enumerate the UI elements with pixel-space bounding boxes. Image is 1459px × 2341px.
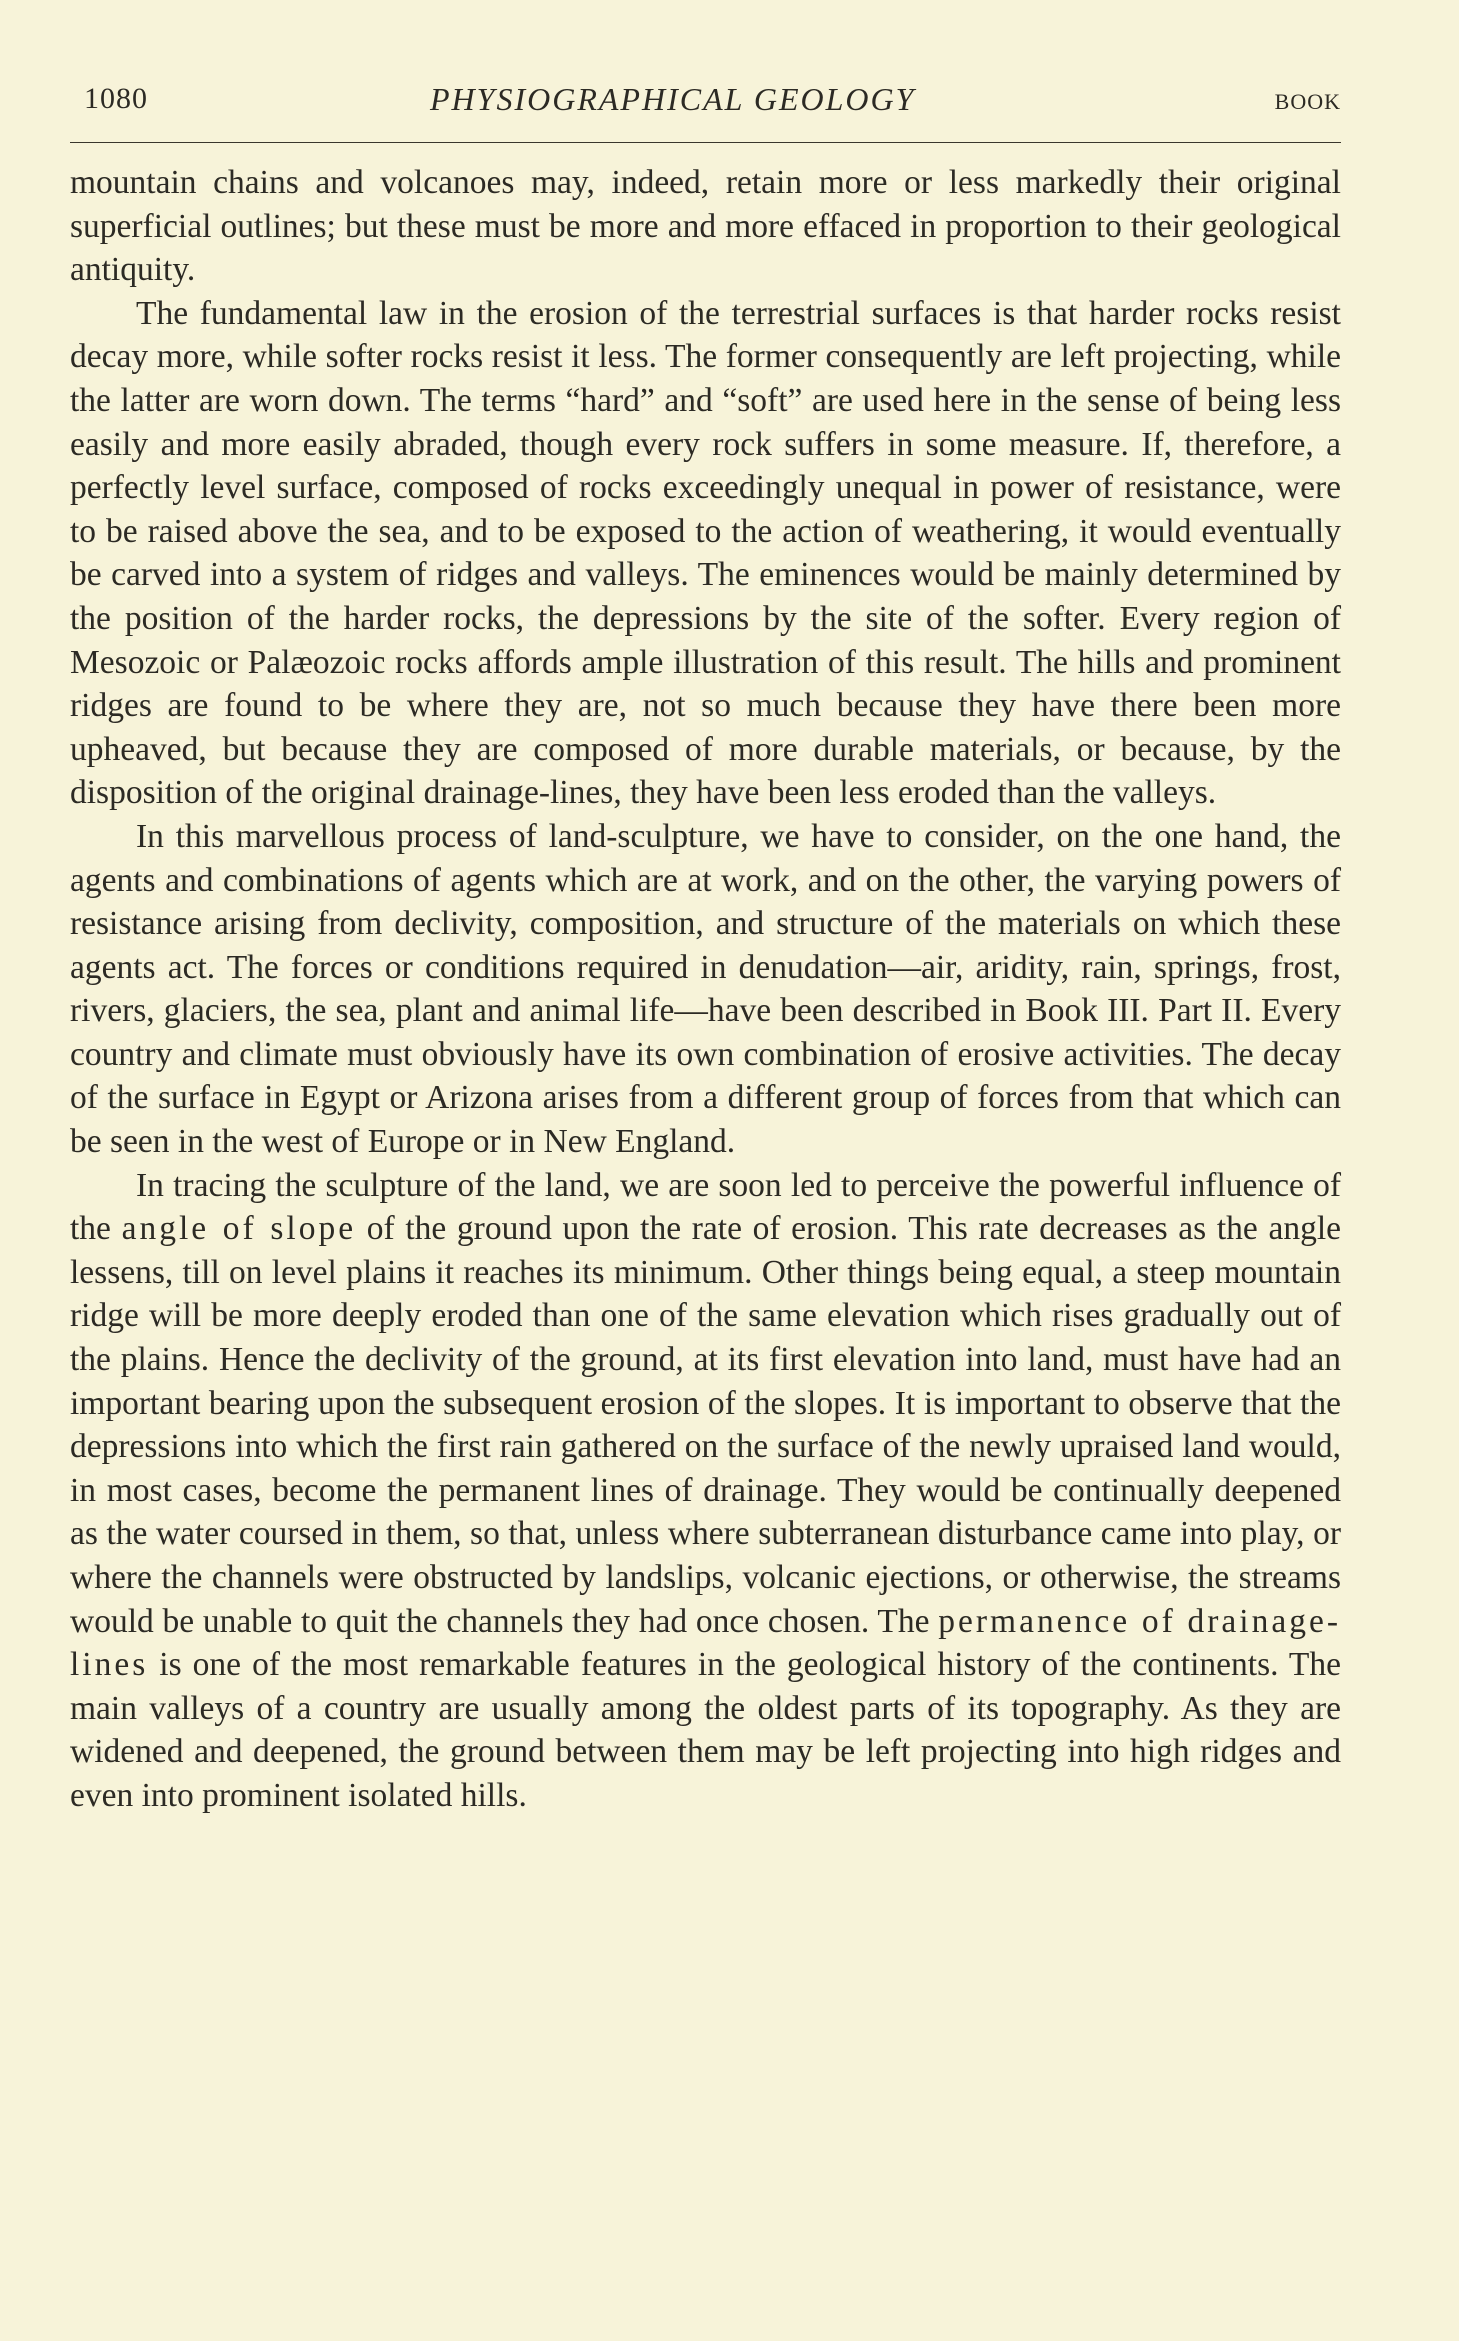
paragraph-text: mountain chains and volcanoes may, indeed, retain more or less markedly their original superficial outlines; but these must be more and more effaced in proportion to their geological antiquity. bbox=[70, 164, 1341, 289]
body-text bbox=[70, 161, 1341, 1818]
paragraph-hardness bbox=[70, 292, 1341, 815]
running-header bbox=[70, 78, 1341, 120]
paragraph-slope-erosion bbox=[70, 1164, 1341, 1818]
paragraph-text: The fundamental law in the erosion of the terrestrial surfaces is that harder rocks resist decay more, while softer rocks resist it less. The former consequently are left projecting, while the latter are worn down. The terms “hard” and “soft” are used here in the sense of being less easily and more easily abraded, though every rock suffers in some measure. If, therefore, a perfectly level surface, composed of rocks exceedingly unequal in power of resistance, were to be raised above the sea, and to be exposed to the action of weathering, it would eventually be carved into a system of ridges and valleys. The eminences would be mainly determined by the position of the harder rocks, the depressions by the site of the softer. Every region of Mesozoic or Palæozoic rocks affords ample illustration of this result. The hills and prominent ridges are found to be where they are, not so much because they have there been more upheaved, but because they are composed of more durable materials, or because, by the disposition of the original drainage-lines, they have been less eroded than the valleys. bbox=[70, 294, 1341, 812]
paragraph-continuation bbox=[70, 161, 1341, 292]
running-title: PHYSIOGRAPHICAL GEOLOGY bbox=[430, 81, 916, 117]
paragraph-text: In this marvellous process of land-sculpture, we have to consider, on the one hand, the agents and combinations of agents which are at work, and on the other, the varying powers of resistance arising from declivity, composition, and structure of the materials on which these agents act. The forces or conditions required in denudation—air, aridity, rain, springs, frost, rivers, glaciers, the sea, plant and animal life—have been described in Book III. Part II. Every country and climate must obviously have its own combination of erosive activities. The decay of the surface in Egypt or Arizona arises from a different group of forces from that which can be seen in the west of Europe or in New England. bbox=[70, 817, 1341, 1161]
book-label: BOOK bbox=[1274, 89, 1341, 114]
spaced-term-drainage-lines: permanence of drainage-lines bbox=[70, 1602, 1341, 1684]
paragraph-land-sculpture bbox=[70, 815, 1341, 1164]
paragraph-text: of the ground upon the rate of erosion. This rate decreases as the angle lessens, till on level plains it reaches its minimum. Other things being equal, a steep mountain ridge will be more deeply eroded than one of the same elevation which rises gradually out of the plains. Hence the declivity of the ground, at its first elevation into land, must have had an important bearing upon the subsequent erosion of the slopes. It is important to observe that the depressions into which the first rain gathered on the surface of the newly upraised land would, in most cases, become the permanent lines of drainage. They would be continually deepened as the water coursed in them, so that, unless where subterranean disturbance came into play, or where the channels were obstructed by landslips, volcanic ejections, or otherwise, the streams would be unable to quit the channels they had once chosen. The bbox=[70, 1210, 1341, 1640]
page-number: 1080 bbox=[84, 82, 148, 115]
paragraph-text: In tracing the sculpture of the land, we are soon led to perceive the powerful influence of the bbox=[70, 1166, 1341, 1248]
paragraph-text: is one of the most remarkable features in the geological history of the continents. The main valleys of a country are usually among the oldest parts of its topography. As they are widened and deepened, the ground between them may be left projecting into high ridges and even into prominent isolated hills. bbox=[70, 1646, 1341, 1814]
header-rule bbox=[70, 142, 1341, 143]
spaced-term-angle-of-slope: angle of slope bbox=[121, 1210, 357, 1248]
